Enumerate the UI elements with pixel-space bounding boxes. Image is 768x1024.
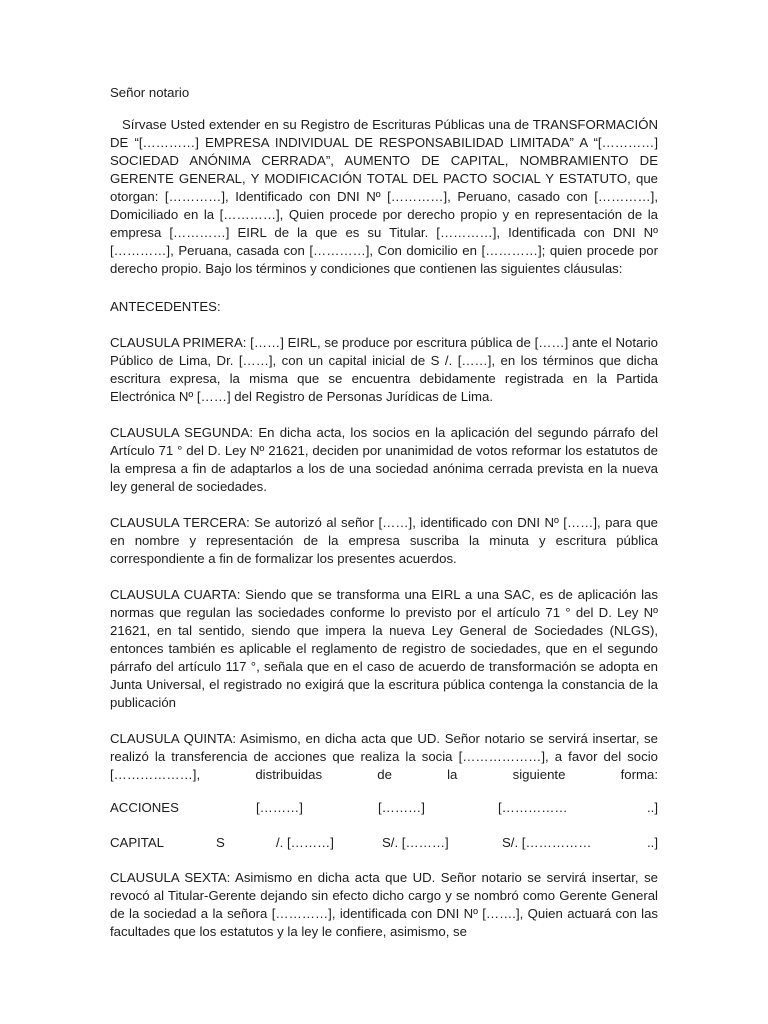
acciones-cell-end: ..] bbox=[647, 800, 658, 815]
clause-tercera: CLAUSULA TERCERA: Se autorizó al señor [……], identificado con DNI Nº [……], para que en nombre y representación de la empresa suscriba la minuta y escritura pública correspondiente a fin de formalizar los presentes acuerdos. bbox=[110, 515, 658, 566]
acciones-cell: [………] bbox=[256, 800, 303, 815]
acciones-label: ACCIONES bbox=[110, 800, 179, 815]
capital-cell: S/. [………] bbox=[382, 835, 449, 850]
section-heading: ANTECEDENTES: bbox=[110, 299, 221, 314]
capital-cell: S/. […………… bbox=[502, 835, 592, 850]
capital-cell: S bbox=[216, 835, 225, 850]
acciones-cell: […………… bbox=[498, 800, 568, 815]
acciones-row bbox=[110, 799, 658, 817]
acciones-cell: [………] bbox=[378, 800, 425, 815]
capital-label: CAPITAL bbox=[110, 835, 164, 850]
greeting: Señor notario bbox=[110, 85, 190, 100]
capital-cell: /. [………] bbox=[276, 835, 334, 850]
clause-sexta: CLAUSULA SEXTA: Asimismo en dicha acta que UD. Señor notario se servirá insertar, se revocó al Titular-Gerente dejando sin efecto dicho cargo y se nombró como Gerente General de la sociedad a la señora […………], identificada con DNI Nº […….], Quien actuará con las facultades que los estatutos y la ley le confiere, asimismo, se bbox=[110, 870, 658, 939]
clause-segunda: CLAUSULA SEGUNDA: En dicha acta, los socios en la aplicación del segundo párrafo del Artículo 71 ° del D. Ley Nº 21621, deciden por unanimidad de votos reformar los estatutos de la empresa a fin de adaptarlos a los de una sociedad anónima cerrada prevista en la nueva ley general de sociedades. bbox=[110, 425, 658, 494]
capital-row bbox=[110, 834, 658, 852]
document-page bbox=[110, 84, 658, 959]
intro-paragraph: Sírvase Usted extender en su Registro de Escrituras Públicas una de TRANSFORMACIÓN DE “[…………] EMPRESA INDIVIDUAL DE RESPONSABILIDAD LIMITADA” A “[…………] SOCIEDAD ANÓNIMA CERRADA”, AUMENTO DE CAPITAL, NOMBRAMIENTO DE GERENTE GENERAL, Y MODIFICACIÓN TOTAL DEL PACTO SOCIAL Y ESTATUTO, que otorgan: […………], Identificado con DNI Nº […………], Peruano, casado con […………], Domiciliado en la […………], Quien procede por derecho propio y en representación de la empresa […………] EIRL de la que es su Titular. […………], Identificada con DNI Nº […………], Peruana, casada con […………], Con domicilio en […………]; quien procede por derecho propio. Bajo los términos y condiciones que contienen las siguientes cláusulas: bbox=[110, 117, 658, 276]
clause-primera: CLAUSULA PRIMERA: [……] EIRL, se produce por escritura pública de [……] ante el Notario Público de Lima, Dr. [……], con un capital inicial de S /. [……], en los términos que dicha escritura expresa, la misma que se encuentra debidamente registrada en la Partida Electrónica Nº [……] del Registro de Personas Jurídicas de Lima. bbox=[110, 335, 658, 404]
capital-cell-end: ..] bbox=[647, 835, 658, 850]
clause-cuarta: CLAUSULA CUARTA: Siendo que se transforma una EIRL a una SAC, es de aplicación las normas que regulan las sociedades conforme lo previsto por el artículo 71 ° del D. Ley Nº 21621, en tal sentido, siendo que impera la nueva Ley General de Sociedades (NLGS), entonces también es aplicable el reglamento de registro de sociedades, que en el segundo párrafo del artículo 117 °, señala que en el caso de acuerdo de transformación se adopta en Junta Universal, el registrado no exigirá que la escritura pública contenga la constancia de la publicación bbox=[110, 587, 658, 710]
clause-quinta: CLAUSULA QUINTA: Asimismo, en dicha acta que UD. Señor notario se servirá insertar, se realizó la transferencia de acciones que realiza la socia [………………], a favor del socio [………………], distribuidas de la siguiente forma: bbox=[110, 731, 658, 782]
